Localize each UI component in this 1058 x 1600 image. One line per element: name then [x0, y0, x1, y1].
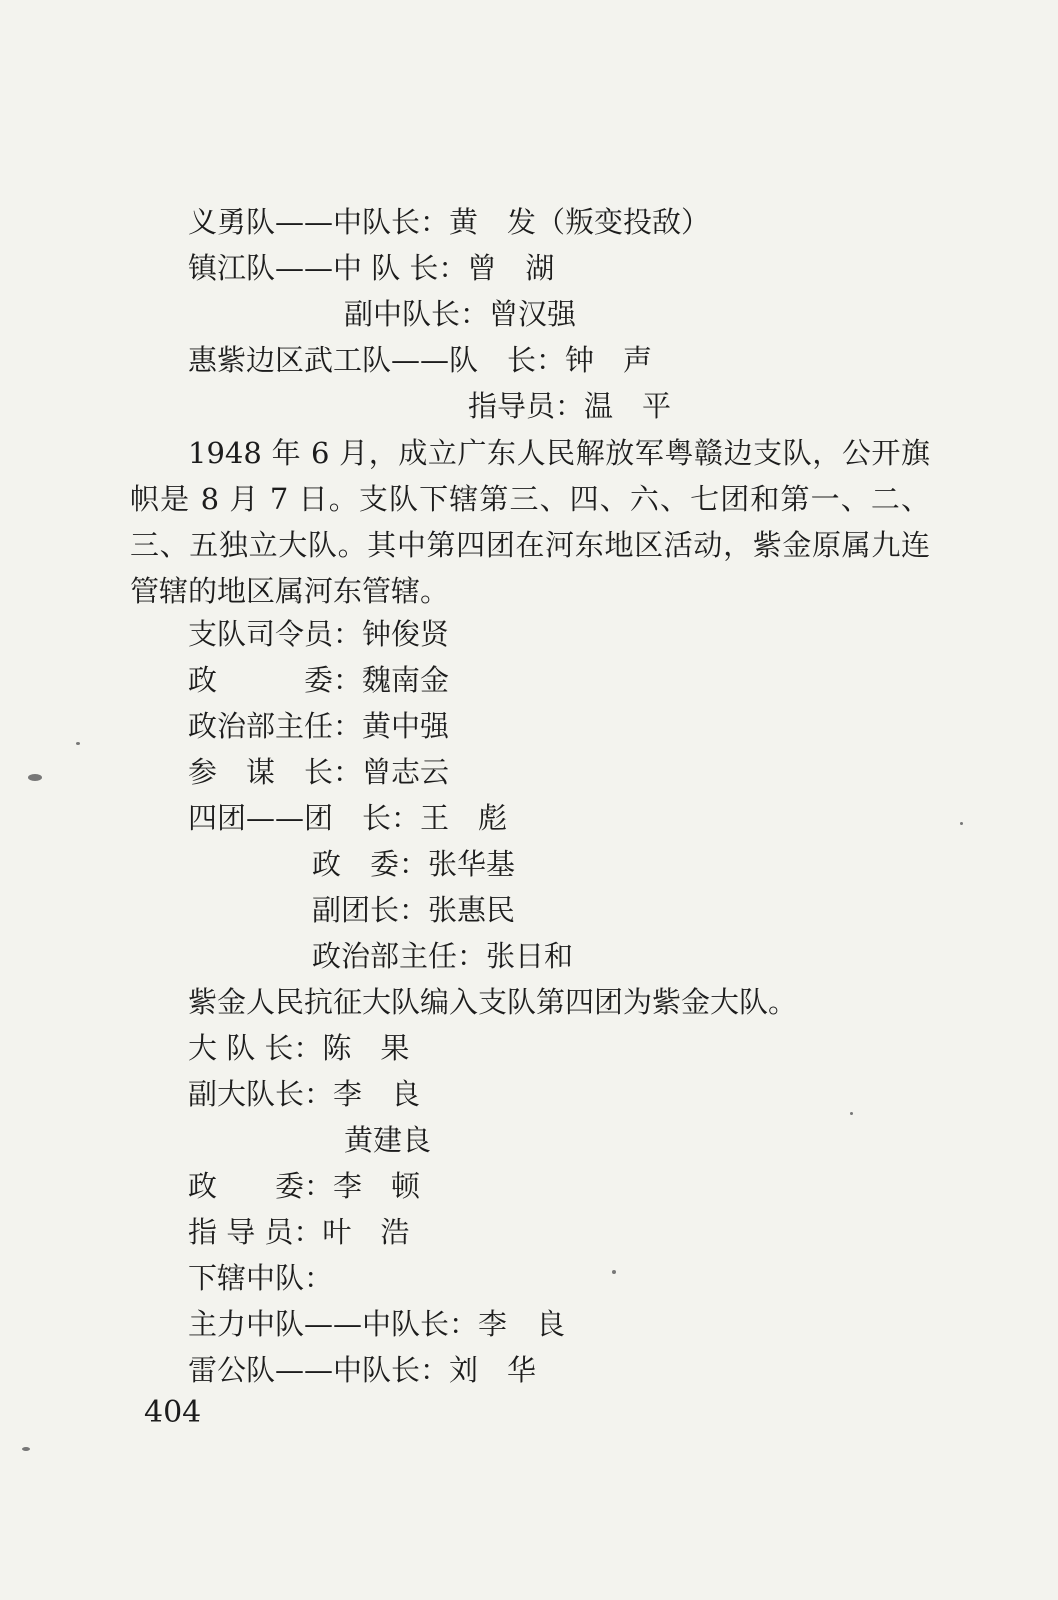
roster-line: 指导员：温 平 [468, 389, 672, 423]
roster-line: 政 委：李 顿 [188, 1169, 421, 1203]
roster-line: 黄建良 [344, 1123, 432, 1157]
roster-line: 下辖中队： [188, 1261, 334, 1295]
scan-speck [28, 774, 42, 781]
scan-speck [22, 1447, 30, 1451]
roster-line: 义勇队——中队长：黄 发（叛变投敌） [188, 205, 711, 239]
roster-line: 四团——团 长：王 彪 [188, 801, 508, 835]
roster-line: 政治部主任：黄中强 [188, 709, 450, 743]
page-number: 404 [144, 1395, 202, 1430]
roster-line: 政 委：魏南金 [188, 663, 450, 697]
roster-line: 雷公队——中队长：刘 华 [188, 1353, 537, 1387]
roster-line: 支队司令员：钟俊贤 [188, 617, 450, 651]
roster-line: 惠紫边区武工队——队 长：钟 声 [188, 343, 653, 377]
roster-line: 副中队长：曾汉强 [344, 297, 577, 331]
body-paragraph: 1948 年 6 月，成立广东人民解放军粤赣边支队，公开旗帜是 8 月 7 日。支队下辖第三、四、六、七团和第一、二、三、五独立大队。其中第四团在河东地区活动，紫金原属九连管辖的地区属河东管辖。 [130, 436, 930, 608]
roster-line: 主力中队——中队长：李 良 [188, 1307, 566, 1341]
roster-line: 镇江队——中 队 长：曾 湖 [188, 251, 555, 285]
body-sentence: 紫金人民抗征大队编入支队第四团为紫金大队。 [188, 985, 798, 1019]
roster-line: 指 导 员：叶 浩 [188, 1215, 410, 1249]
roster-line: 副团长：张惠民 [312, 893, 516, 927]
scan-speck [850, 1112, 853, 1115]
scan-speck [76, 742, 80, 745]
roster-line: 副大队长：李 良 [188, 1077, 421, 1111]
roster-line: 大 队 长：陈 果 [188, 1031, 410, 1065]
roster-line: 参 谋 长：曾志云 [188, 755, 450, 789]
scan-speck [612, 1270, 616, 1274]
roster-line: 政 委：张华基 [312, 847, 516, 881]
scan-speck [960, 822, 963, 825]
roster-line: 政治部主任：张日和 [312, 939, 574, 973]
